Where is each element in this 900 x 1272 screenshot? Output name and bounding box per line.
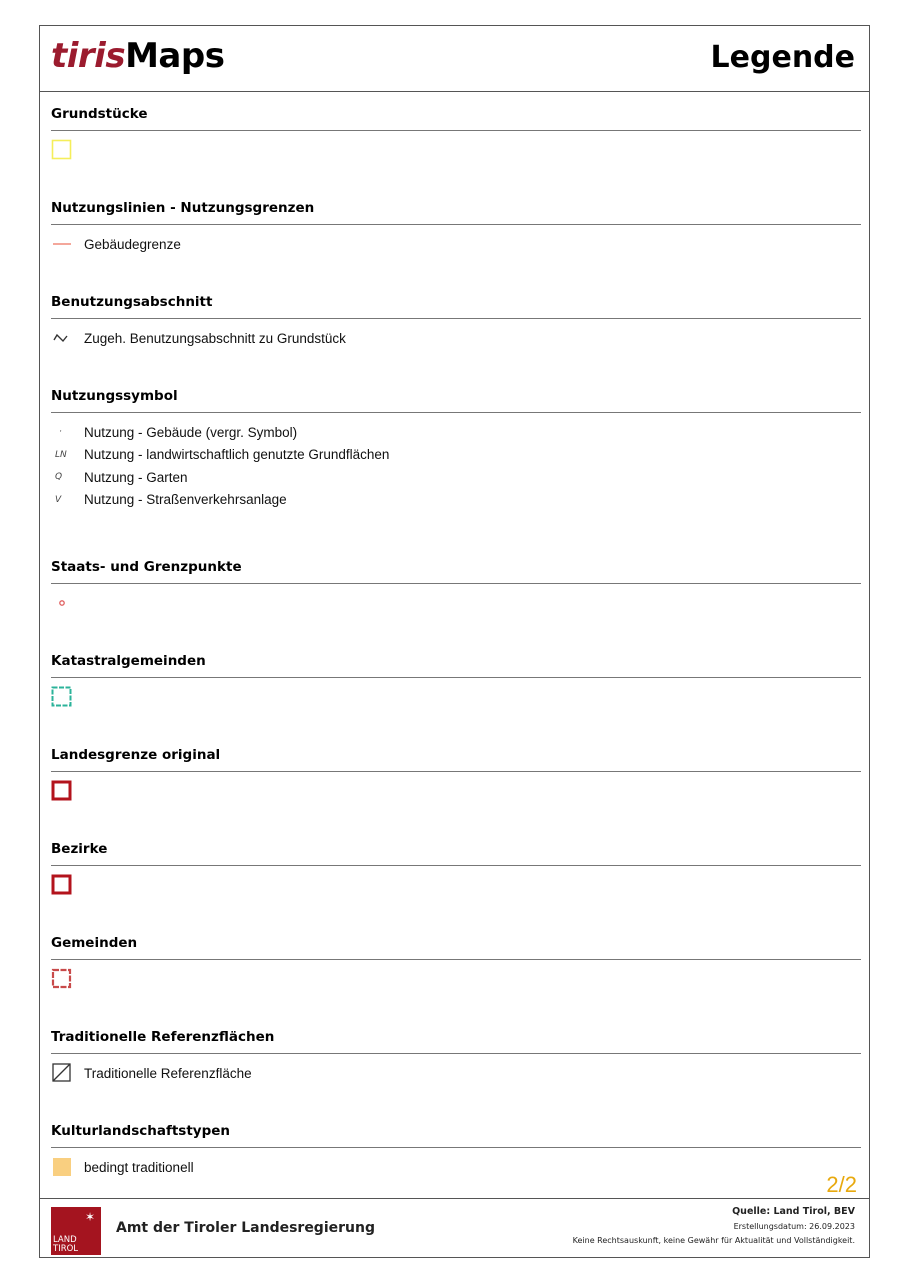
salmon-line-icon bbox=[51, 239, 84, 249]
yellow-square-outline-icon bbox=[51, 139, 84, 161]
section-katastralgemeinden bbox=[51, 653, 861, 709]
section-title: Nutzungssymbol bbox=[51, 388, 861, 413]
disclaimer: Keine Rechtsauskunft, keine Gewähr für Aktualität und Vollständigkeit. bbox=[572, 1236, 855, 1245]
red-square-outline-icon bbox=[51, 874, 84, 896]
source-label: Quelle: Land Tirol, BEV bbox=[732, 1206, 855, 1217]
section-bezirke bbox=[51, 841, 861, 897]
section-title: Bezirke bbox=[51, 841, 861, 866]
section-nutzungslinien bbox=[51, 200, 861, 256]
legend-item bbox=[51, 1156, 861, 1179]
section-title: Kulturlandschaftstypen bbox=[51, 1123, 861, 1148]
section-nutzungssymbol bbox=[51, 388, 861, 511]
tilde-icon bbox=[51, 332, 84, 344]
legend-item bbox=[51, 139, 861, 162]
legend-item bbox=[51, 780, 861, 803]
legend-item bbox=[51, 327, 861, 350]
dot-symbol-icon: · bbox=[59, 427, 62, 438]
legend-label: Zugeh. Benutzungsabschnitt zu Grundstück bbox=[84, 330, 346, 346]
legend-item bbox=[51, 444, 861, 467]
ln-symbol-icon: LN bbox=[55, 449, 67, 460]
section-title: Benutzungsabschnitt bbox=[51, 294, 861, 319]
legend-item bbox=[51, 421, 861, 444]
section-title: Staats- und Grenzpunkte bbox=[51, 559, 861, 584]
section-title: Landesgrenze original bbox=[51, 747, 861, 772]
legend-item bbox=[51, 466, 861, 489]
legend-item bbox=[51, 874, 861, 897]
dashed-red-square-icon bbox=[51, 968, 84, 990]
source-info bbox=[573, 1206, 855, 1245]
page-footer bbox=[40, 1198, 869, 1260]
page-title: Legende bbox=[710, 40, 855, 75]
legend-item bbox=[51, 489, 861, 512]
small-circle-icon bbox=[51, 597, 84, 609]
diagonal-square-icon bbox=[51, 1062, 84, 1084]
eagle-icon: ✶ bbox=[84, 1210, 95, 1224]
tirismaps-logo: tirisMaps bbox=[51, 36, 225, 76]
legend-label: Traditionelle Referenzfläche bbox=[84, 1065, 252, 1081]
section-kulturlandschaftstypen bbox=[51, 1123, 861, 1179]
section-title: Gemeinden bbox=[51, 935, 861, 960]
legend-item bbox=[51, 1062, 861, 1085]
legend-label: Gebäudegrenze bbox=[84, 236, 181, 252]
section-title: Traditionelle Referenzflächen bbox=[51, 1029, 861, 1054]
creation-date: Erstellungsdatum: 26.09.2023 bbox=[733, 1222, 855, 1231]
section-staats-grenzpunkte bbox=[51, 559, 861, 615]
section-gemeinden bbox=[51, 935, 861, 991]
legend-label: Nutzung - landwirtschaftlich genutzte Grundflächen bbox=[84, 447, 390, 463]
legend-page bbox=[39, 25, 870, 1258]
section-title: Katastralgemeinden bbox=[51, 653, 861, 678]
organisation-name: Amt der Tiroler Landesregierung bbox=[116, 1220, 375, 1236]
filled-orange-square-icon bbox=[51, 1156, 84, 1178]
land-tirol-logo: ✶ LAND TIROL bbox=[51, 1207, 101, 1255]
section-referenzflaechen bbox=[51, 1029, 861, 1085]
v-symbol-icon: V bbox=[55, 494, 62, 505]
red-square-outline-icon bbox=[51, 780, 84, 802]
page-number: 2/2 bbox=[826, 1172, 857, 1197]
section-landesgrenze bbox=[51, 747, 861, 803]
legend-label: bedingt traditionell bbox=[84, 1159, 194, 1175]
legend-item bbox=[51, 968, 861, 991]
q-symbol-icon: Q bbox=[55, 472, 63, 483]
legend-label: Nutzung - Garten bbox=[84, 469, 188, 485]
legend-item bbox=[51, 592, 861, 615]
legend-item bbox=[51, 233, 861, 256]
legend-label: Nutzung - Gebäude (vergr. Symbol) bbox=[84, 424, 298, 440]
section-title: Nutzungslinien - Nutzungsgrenzen bbox=[51, 200, 861, 225]
legend-label: Nutzung - Straßenverkehrsanlage bbox=[84, 492, 287, 508]
legend-item bbox=[51, 686, 861, 709]
dashed-green-square-icon bbox=[51, 686, 84, 708]
section-title: Grundstücke bbox=[51, 106, 861, 131]
section-benutzungsabschnitt bbox=[51, 294, 861, 350]
section-grundstuecke bbox=[51, 106, 861, 162]
page-header bbox=[40, 26, 869, 92]
